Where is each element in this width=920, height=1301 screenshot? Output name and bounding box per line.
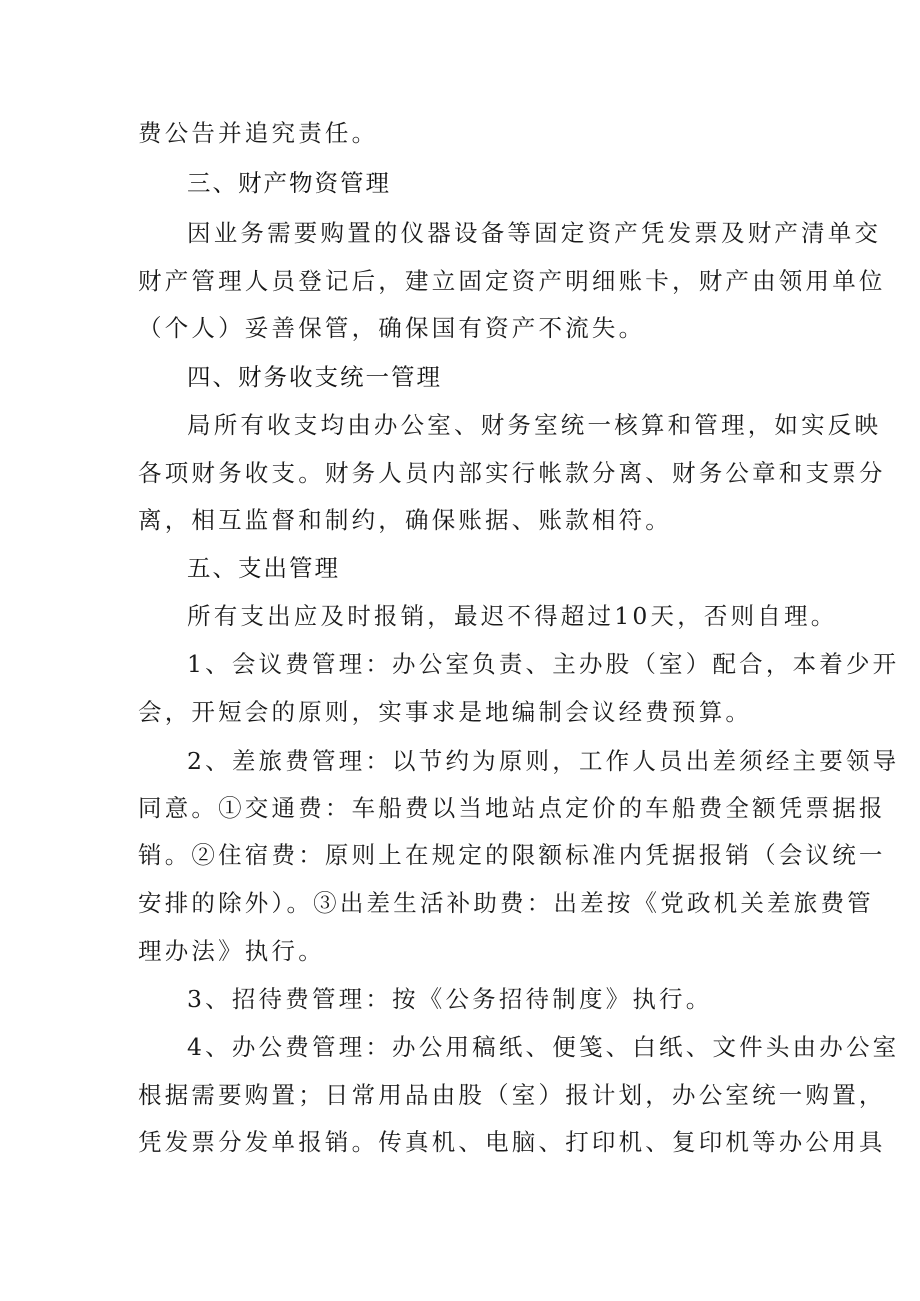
paragraph-line: 同意。①交通费：车船费以当地站点定价的车船费全额凭票据报 <box>138 794 886 822</box>
paragraph-line: 各项财务收支。财务人员内部实行帐款分离、财务公章和支票分 <box>138 459 886 487</box>
paragraph-line: 3、招待费管理：按《公务招待制度》执行。 <box>187 985 713 1013</box>
paragraph-line: 2、差旅费管理：以节约为原则，工作人员出差须经主要领导 <box>187 747 900 775</box>
paragraph-line: 局所有收支均由办公室、财务室统一核算和管理，如实反映 <box>187 411 882 439</box>
paragraph-line: 费公告并追究责任。 <box>138 119 379 147</box>
paragraph-line: 会，开短会的原则，实事求是地编制会议经费预算。 <box>138 698 753 726</box>
paragraph-line: （个人）妥善保管，确保国有资产不流失。 <box>138 314 646 342</box>
paragraph-line: 根据需要购置；日常用品由股（室）报计划，办公室统一购置， <box>138 1081 886 1109</box>
paragraph-line: 财产管理人员登记后，建立固定资产明细账卡，财产由领用单位 <box>138 267 886 295</box>
paragraph-line: 离，相互监督和制约，确保账据、账款相符。 <box>138 506 672 534</box>
paragraph-line: 4、办公费管理：办公用稿纸、便笺、白纸、文件头由办公室 <box>187 1033 900 1061</box>
section-heading-4: 四、财务收支统一管理 <box>187 363 442 391</box>
paragraph-line: 1、会议费管理：办公室负责、主办股（室）配合，本着少开 <box>187 650 900 678</box>
paragraph-line: 销。②住宿费：原则上在规定的限额标准内凭据报销（会议统一 <box>138 841 886 869</box>
section-heading-5: 五、支出管理 <box>187 554 340 582</box>
paragraph-line: 理办法》执行。 <box>138 937 325 965</box>
paragraph-line: 安排的除外）。③出差生活补助费：出差按《党政机关差旅费管 <box>138 889 874 917</box>
paragraph-line: 所有支出应及时报销，最迟不得超过10天，否则自理。 <box>187 602 838 630</box>
paragraph-line: 因业务需要购置的仪器设备等固定资产凭发票及财产清单交 <box>187 219 882 247</box>
paragraph-line: 凭发票分发单报销。传真机、电脑、打印机、复印机等办公用具 <box>138 1128 886 1156</box>
section-heading-3: 三、财产物资管理 <box>187 169 391 197</box>
